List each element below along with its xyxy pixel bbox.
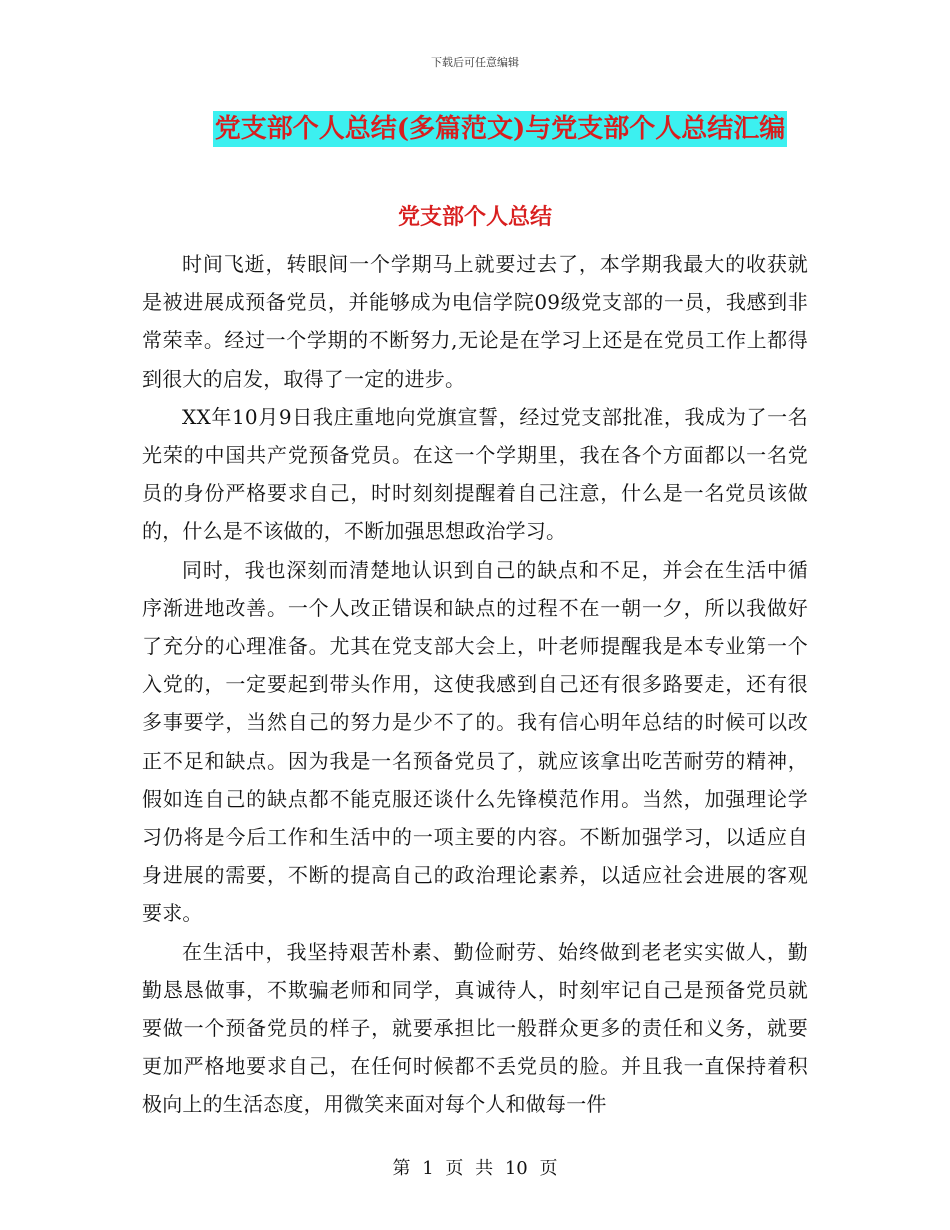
section-title: 党支部个人总结 bbox=[397, 204, 552, 230]
document-body bbox=[142, 245, 808, 1124]
paragraph: 同时，我也深刻而清楚地认识到自己的缺点和不足，并会在生活中循序渐进地改善。一个人改正错误和缺点的过程不在一朝一夕，所以我做好了充分的心理准备。尤其在党支部大会上，叶老师提醒我是本专业第一个入党的，一定要起到带头作用，这使我感到自己还有很多路要走，还有很多事要学，当然自己的努力是少不了的。我有信心明年总结的时候可以改正不足和缺点。因为我是一名预备党员了，就应该拿出吃苦耐劳的精神，假如连自己的缺点都不能克服还谈什么先锋模范作用。当然，加强理论学习仍将是今后工作和生活中的一项主要的内容。不断加强学习，以适应自身进展的需要，不断的提高自己的政治理论素养，以适应社会进展的客观要求。 bbox=[142, 557, 808, 926]
paragraph: 时间飞逝，转眼间一个学期马上就要过去了，本学期我最大的收获就是被进展成预备党员，并能够成为电信学院09级党支部的一员，我感到非常荣幸。经过一个学期的不断努力,无论是在学习上还是在党员工作上都得到很大的启发，取得了一定的进步。 bbox=[142, 252, 808, 391]
document-title bbox=[0, 111, 950, 147]
document-title-text: 党支部个人总结(多篇范文)与党支部个人总结汇编 bbox=[213, 111, 788, 147]
page-header-note: 下载后可任意编辑 bbox=[431, 56, 519, 69]
page-number: 第 1 页 共 10 页 bbox=[392, 1158, 558, 1179]
paragraph: XX年10月9日我庄重地向党旗宣誓，经过党支部批准，我成为了一名光荣的中国共产党预备党员。在这一个学期里，我在各个方面都以一名党员的身份严格要求自己，时时刻刻提醒着自己注意，什么是一名党员该做的，什么是不该做的，不断加强思想政治学习。 bbox=[142, 404, 808, 544]
paragraph: 在生活中，我坚持艰苦朴素、勤俭耐劳、始终做到老老实实做人，勤勤恳恳做事，不欺骗老师和同学，真诚待人，时刻牢记自己是预备党员就要做一个预备党员的样子，就要承担比一般群众更多的责任和义务，就要更加严格地要求自己，在任何时候都不丢党员的脸。并且我一直保持着积极向上的生活态度，用微笑来面对每个人和做每一件 bbox=[142, 939, 808, 1117]
